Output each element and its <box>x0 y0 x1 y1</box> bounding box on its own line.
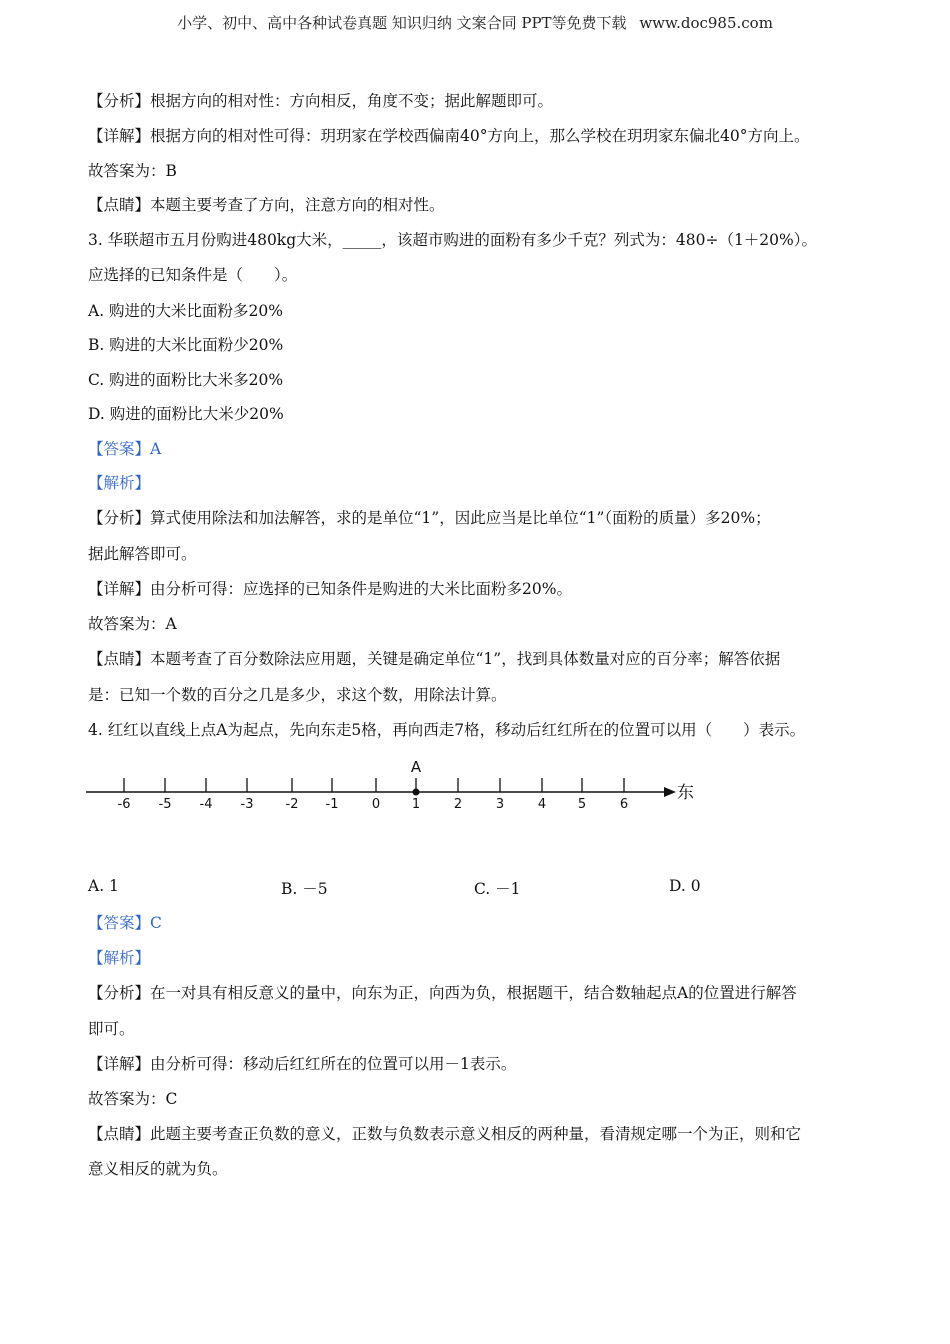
number-line-tick-label: -5 <box>158 797 172 812</box>
point-a-label: A <box>410 758 422 776</box>
q4-option-a: A. 1 <box>88 877 119 895</box>
page-header <box>0 12 950 33</box>
q3-option-c: C. 购进的面粉比大米多20% <box>88 371 284 389</box>
q4-option-c: C. －1 <box>474 880 521 898</box>
q4-jiexi: 【解析】 <box>88 949 151 967</box>
number-line-tick-label: 3 <box>495 797 505 812</box>
q4-option-b: B. －5 <box>281 880 328 898</box>
q2-comment: 【点睛】本题主要考查了方向，注意方向的相对性。 <box>88 196 445 214</box>
q3-option-a: A. 购进的大米比面粉多20% <box>88 302 283 320</box>
q4-comment: 【点睛】此题主要考查正负数的意义，正数与负数表示意义相反的两种量，看清规定哪一个为正，则和它 <box>88 1125 802 1143</box>
point-a-marker <box>413 789 420 796</box>
q4-option-d: D. 0 <box>669 877 701 895</box>
q4-analysis: 【分析】在一对具有相反意义的量中，向东为正，向西为负，根据题干，结合数轴起点A的位置进行解答 <box>88 984 797 1002</box>
number-line-tick-label: 1 <box>411 797 421 812</box>
header-url[interactable]: www.doc985.com <box>639 14 773 32</box>
q3-analysis: 【分析】算式使用除法和加法解答，求的是单位“1”，因此应当是比单位“1”（面粉的质量）多20%； <box>88 509 771 527</box>
number-line-tick-label: 6 <box>619 797 629 812</box>
q3-stem-2: 应选择的已知条件是（ ）。 <box>88 266 298 284</box>
q3-comment-2: 是：已知一个数的百分之几是多少，求这个数，用除法计算。 <box>88 686 507 704</box>
q4-detail: 【详解】由分析可得：移动后红红所在的位置可以用－1表示。 <box>88 1055 517 1073</box>
q4-stem: 4. 红红以直线上点A为起点，先向东走5格，再向西走7格，移动后红红所在的位置可以用（ ）表示。 <box>88 721 806 739</box>
q4-comment-2: 意义相反的就为负。 <box>88 1160 228 1178</box>
q4-analysis-2: 即可。 <box>88 1020 135 1038</box>
q3-option-b: B. 购进的大米比面粉少20% <box>88 336 284 354</box>
number-line-tick-label: -2 <box>285 797 299 812</box>
q3-option-d: D. 购进的面粉比大米少20% <box>88 405 284 423</box>
q3-analysis-2: 据此解答即可。 <box>88 545 197 563</box>
q2-detail: 【详解】根据方向的相对性可得：玥玥家在学校西偏南40°方向上，那么学校在玥玥家东偏北40°方向上。 <box>88 127 810 145</box>
q4-options <box>88 877 888 899</box>
number-line-tick-label: -4 <box>199 797 213 812</box>
q3-answer: 【答案】A <box>88 440 162 458</box>
number-line-tick-label: -3 <box>240 797 254 812</box>
q2-analysis: 【分析】根据方向的相对性：方向相反，角度不变；据此解题即可。 <box>88 92 554 110</box>
q2-answer-line: 故答案为：B <box>88 162 177 180</box>
number-line-tick-label: -1 <box>325 797 339 812</box>
q3-answer-line: 故答案为：A <box>88 615 177 633</box>
q3-detail: 【详解】由分析可得：应选择的已知条件是购进的大米比面粉多20%。 <box>88 580 572 598</box>
q4-answer-line: 故答案为：C <box>88 1090 178 1108</box>
number-line-tick-label: -6 <box>117 797 131 812</box>
q3-comment: 【点睛】本题考查了百分数除法应用题，关键是确定单位“1”，找到具体数量对应的百分率；解答依据 <box>88 650 781 668</box>
q3-jiexi: 【解析】 <box>88 474 151 492</box>
number-line-arrow <box>664 787 676 797</box>
q3-stem: 3. 华联超市五月份购进480kg大米，_____，该超市购进的面粉有多少千克？列式为：480÷（1＋20%）。 <box>88 231 818 249</box>
number-line-direction-label: 东 <box>677 783 694 803</box>
number-line-figure <box>86 752 696 822</box>
number-line-tick-label: 2 <box>453 797 463 812</box>
header-text: 小学、初中、高中各种试卷真题 知识归纳 文案合同 PPT等免费下载 <box>177 14 627 32</box>
q4-answer: 【答案】C <box>88 914 162 932</box>
number-line-tick-label: 4 <box>537 797 547 812</box>
number-line-tick-label: 5 <box>577 797 587 812</box>
number-line-tick-label: 0 <box>371 797 381 812</box>
